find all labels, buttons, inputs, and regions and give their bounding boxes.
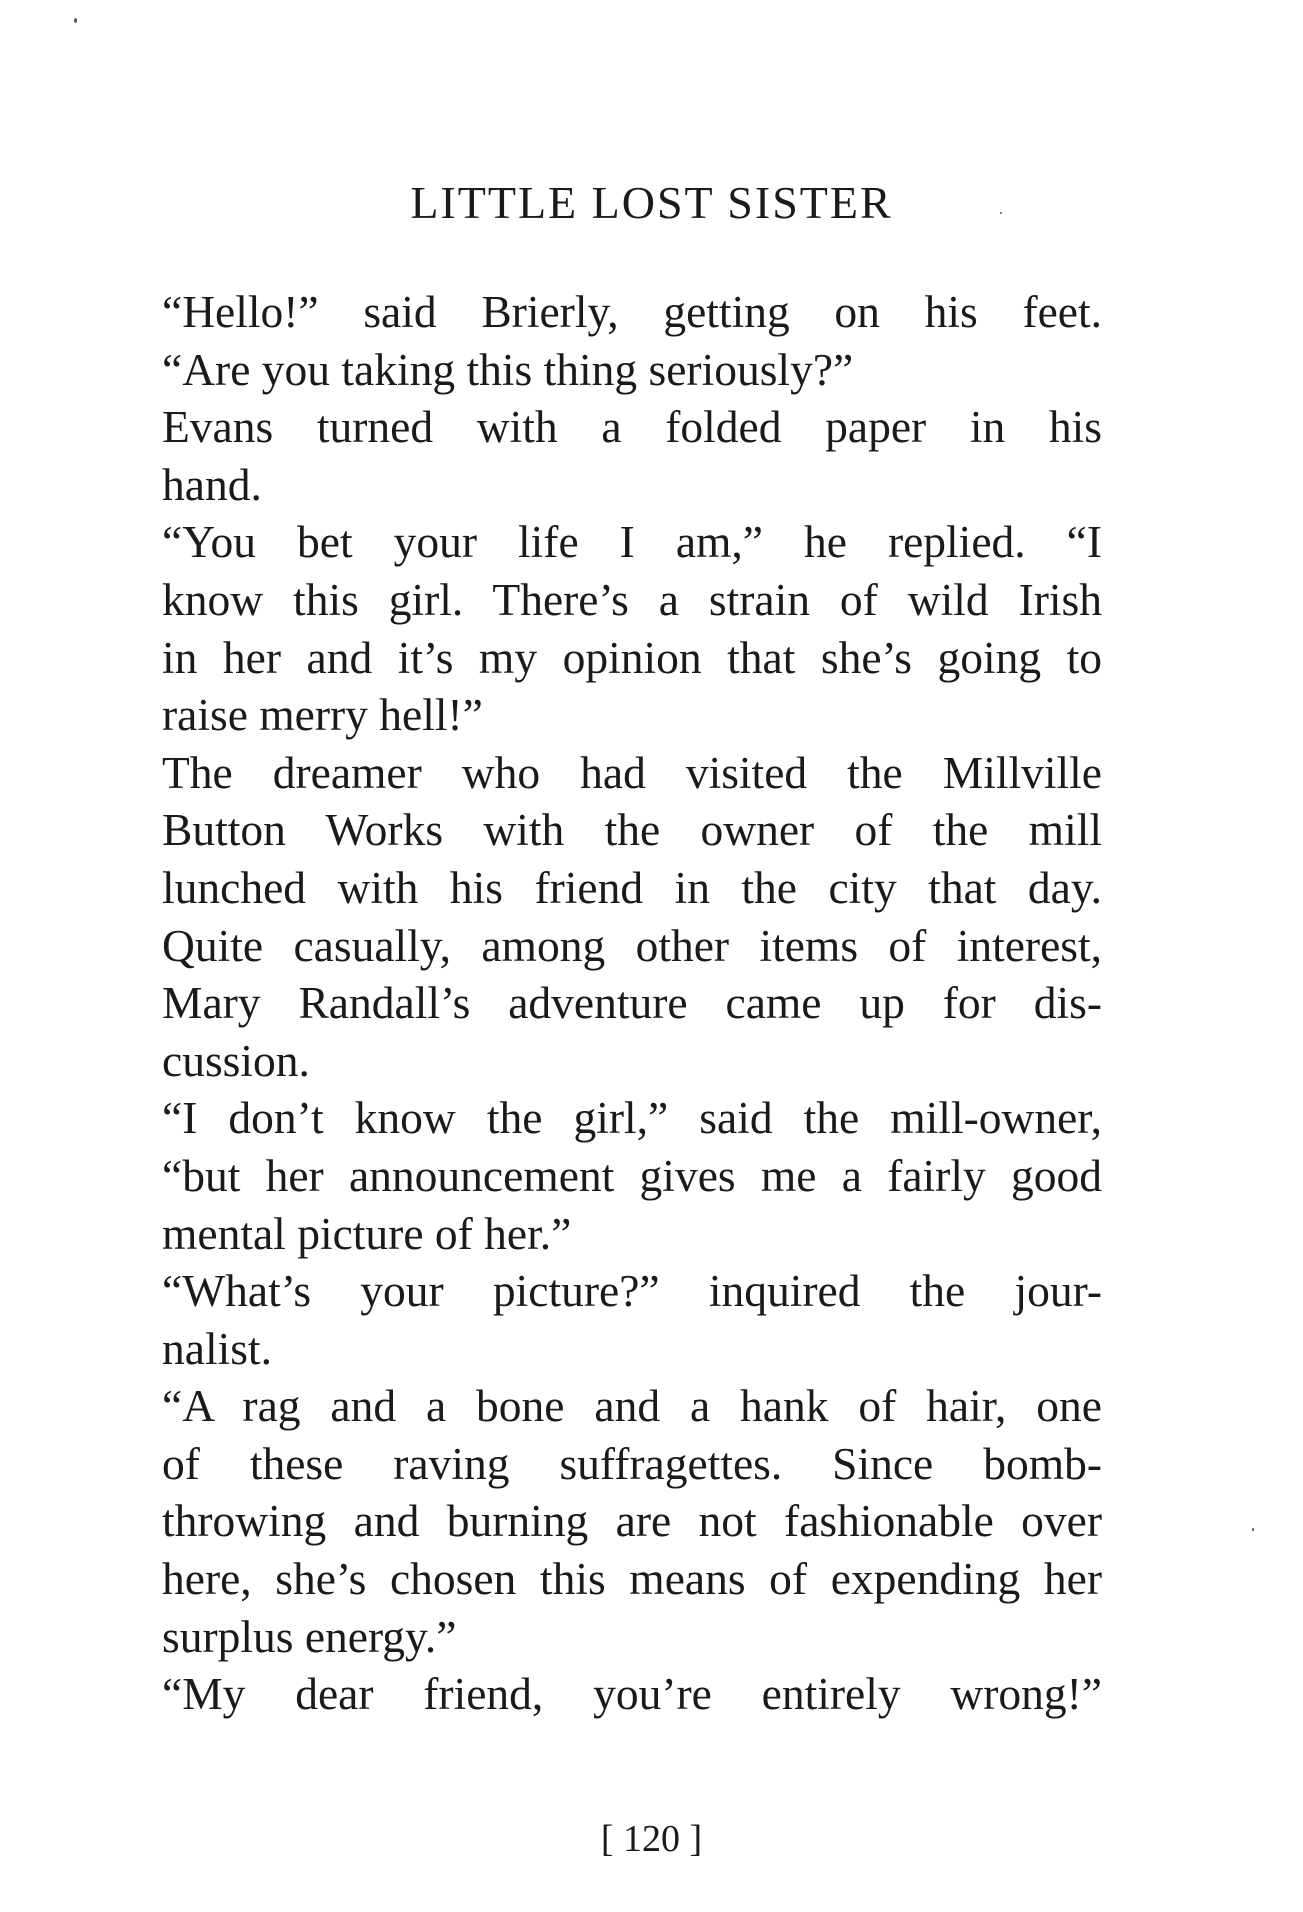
text-line: “I don’t know the girl,” said the mill-owner,: [162, 1092, 1102, 1144]
paragraph: [110, 1262, 1102, 1377]
text-line: Quite casually, among other items of interest,: [162, 919, 1102, 971]
running-head: LITTLE LOST SISTER: [410, 177, 893, 228]
page-number: [ 120 ]: [600, 1818, 703, 1860]
text-line: know this girl. There’s a strain of wild Irish: [162, 573, 1102, 625]
text-line: surplus energy.”: [162, 1610, 457, 1662]
text-line: “My dear friend, you’re entirely wrong!”: [162, 1668, 1102, 1720]
text-line: Mary Randall’s adventure came up for dis-: [162, 977, 1102, 1029]
paragraph: [110, 513, 1102, 743]
paragraph: [110, 1377, 1102, 1665]
text-line: “You bet your life I am,” he replied. “I: [162, 516, 1102, 568]
text-line: Button Works with the owner of the mill: [162, 804, 1102, 856]
text-line: lunched with his friend in the city that day.: [162, 861, 1102, 913]
text-line: here, she’s chosen this means of expending her: [162, 1553, 1102, 1605]
text-line: in her and it’s my opinion that she’s going to: [162, 631, 1102, 683]
text-line: “A rag and a bone and a hank of hair, one: [162, 1380, 1102, 1432]
paragraph: [110, 1665, 1102, 1723]
paragraph: [110, 744, 1102, 1090]
text-line: mental picture of her.”: [162, 1207, 572, 1259]
text-line: hand.: [162, 458, 262, 510]
text-line: nalist.: [162, 1322, 272, 1374]
scan-speck: [74, 18, 77, 23]
text-line: “What’s your picture?” inquired the jour-: [162, 1265, 1102, 1317]
text-line: Evans turned with a folded paper in his: [162, 401, 1102, 453]
paragraph: [110, 283, 1102, 398]
paragraph: [110, 398, 1102, 513]
text-line: “Hello!” said Brierly, getting on his feet.: [162, 286, 1102, 337]
text-line: “Are you taking this thing seriously?”: [162, 343, 854, 395]
text-line: “but her announcement gives me a fairly good: [162, 1149, 1102, 1201]
scan-speck: [1252, 1528, 1254, 1531]
text-line: The dreamer who had visited the Millville: [162, 746, 1102, 798]
text-line: raise merry hell!”: [162, 689, 483, 741]
text-line: of these raving suffragettes. Since bomb-: [162, 1437, 1102, 1489]
text-line: throwing and burning are not fashionable over: [162, 1495, 1102, 1547]
text-line: cussion.: [162, 1034, 310, 1086]
paragraph: [110, 1089, 1102, 1262]
body-text: [110, 283, 1102, 1723]
